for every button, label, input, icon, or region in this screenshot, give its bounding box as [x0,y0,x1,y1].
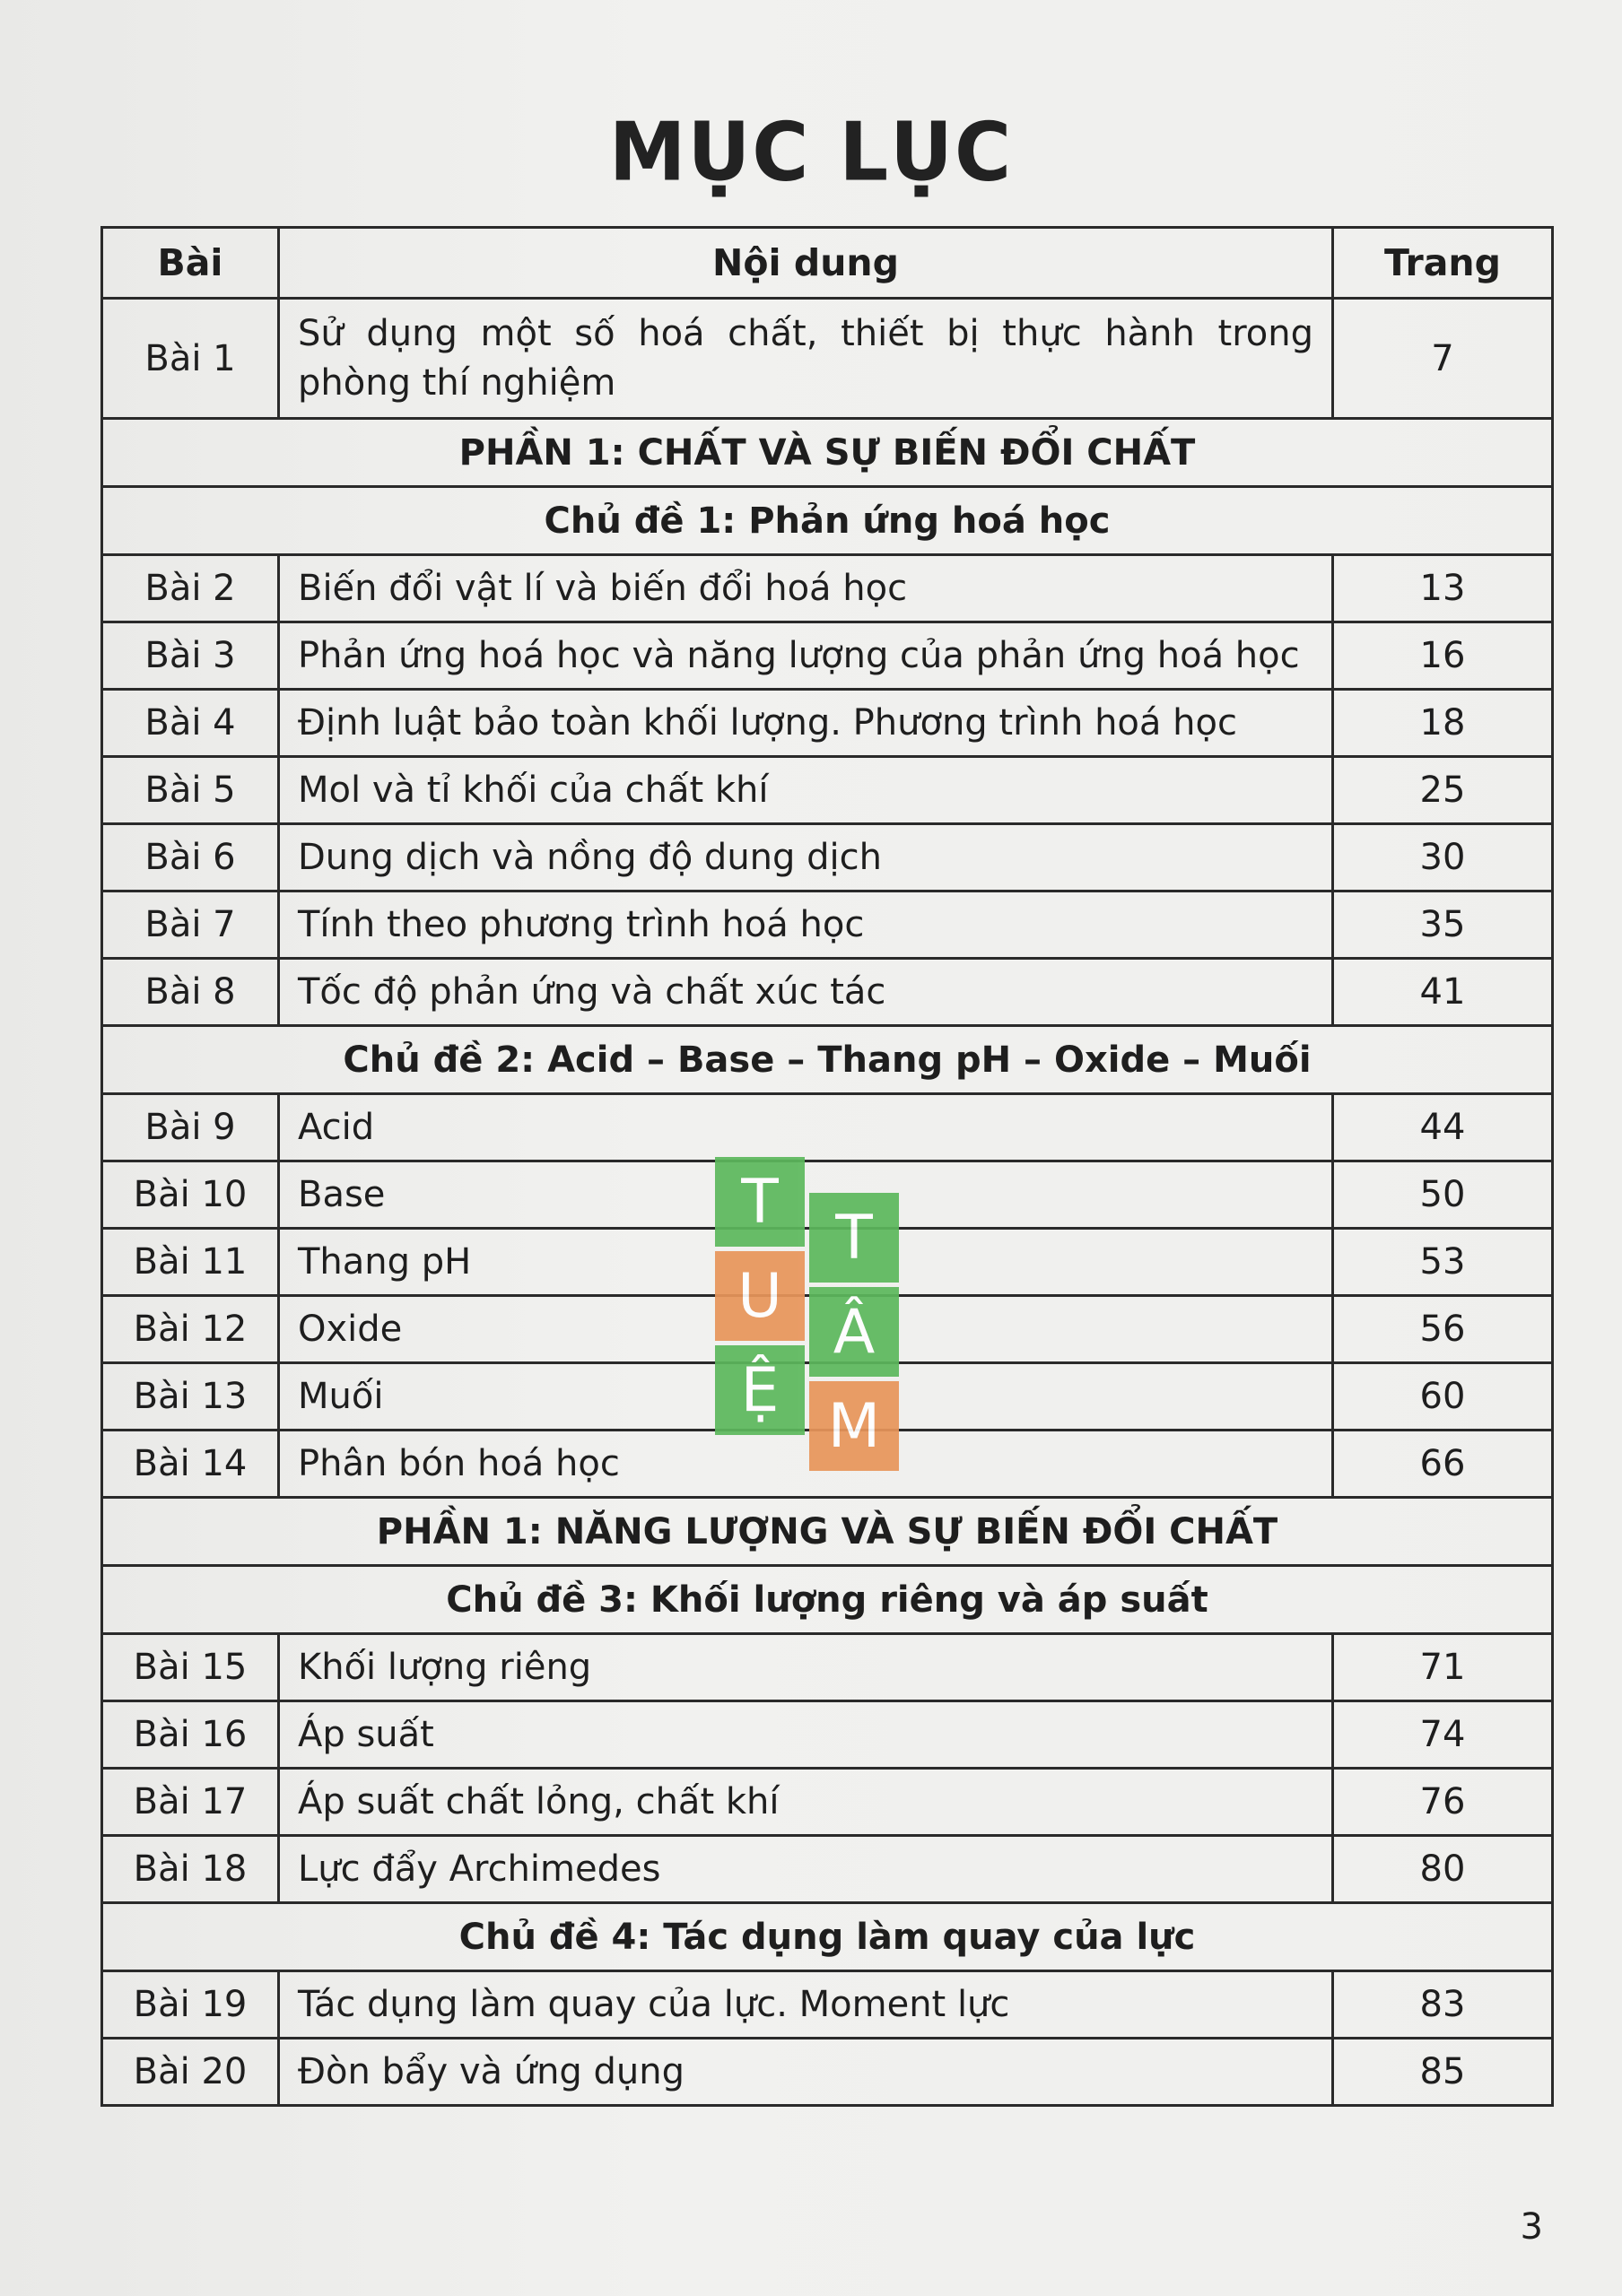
lesson-page: 71 [1333,1634,1553,1701]
lesson-number: Bài 6 [102,824,279,891]
lesson-title: Áp suất [279,1701,1333,1769]
header-lesson: Bài [102,228,279,299]
part-heading: PHẦN 1: CHẤT VÀ SỰ BIẾN ĐỔI CHẤT [102,419,1553,487]
watermark-letter: Â [809,1287,899,1377]
lesson-page: 76 [1333,1769,1553,1836]
lesson-page: 35 [1333,891,1553,959]
lesson-title: Phân bón hoá học [279,1431,1333,1498]
lesson-page: 60 [1333,1363,1553,1431]
lesson-page: 13 [1333,555,1553,622]
topic-heading: Chủ đề 2: Acid – Base – Thang pH – Oxide – Muối [102,1026,1553,1094]
table-row [102,2039,1553,2106]
lesson-number: Bài 9 [102,1094,279,1161]
lesson-title: Định luật bảo toàn khối lượng. Phương trình hoá học [279,690,1333,757]
table-row [102,1701,1553,1769]
lesson-page: 16 [1333,622,1553,690]
lesson-title: Phản ứng hoá học và năng lượng của phản ứng hoá học [279,622,1333,690]
table-row [102,1094,1553,1161]
lesson-title: Biến đổi vật lí và biến đổi hoá học [279,555,1333,622]
lesson-number: Bài 13 [102,1363,279,1431]
topic-heading: Chủ đề 4: Tác dụng làm quay của lực [102,1903,1553,1971]
lesson-number: Bài 16 [102,1701,279,1769]
lesson-title: Mol và tỉ khối của chất khí [279,757,1333,824]
header-page: Trang [1333,228,1553,299]
lesson-number: Bài 7 [102,891,279,959]
lesson-number: Bài 5 [102,757,279,824]
lesson-title: Base [279,1161,1333,1229]
watermark-logo [715,1157,903,1462]
lesson-number: Bài 19 [102,1971,279,2039]
lesson-page: 18 [1333,690,1553,757]
lesson-page: 74 [1333,1701,1553,1769]
part-heading: PHẦN 1: NĂNG LƯỢNG VÀ SỰ BIẾN ĐỔI CHẤT [102,1498,1553,1566]
table-row [102,1836,1553,1903]
lesson-page: 66 [1333,1431,1553,1498]
lesson-title: Đòn bẩy và ứng dụng [279,2039,1333,2106]
lesson-number: Bài 8 [102,959,279,1026]
table-row [102,690,1553,757]
lesson-page: 30 [1333,824,1553,891]
lesson-title: Oxide [279,1296,1333,1363]
lesson-title: Tốc độ phản ứng và chất xúc tác [279,959,1333,1026]
lesson-title: Tính theo phương trình hoá học [279,891,1333,959]
lesson-title: Thang pH [279,1229,1333,1296]
lesson-title: Khối lượng riêng [279,1634,1333,1701]
part-heading-row [102,419,1553,487]
table-row [102,891,1553,959]
watermark-letter: U [715,1251,805,1341]
watermark-letter: T [809,1193,899,1283]
lesson-title: Acid [279,1094,1333,1161]
page-number: 3 [1520,2206,1543,2248]
topic-heading-row [102,1026,1553,1094]
lesson-title: Lực đẩy Archimedes [279,1836,1333,1903]
table-row [102,555,1553,622]
lesson-number: Bài 11 [102,1229,279,1296]
lesson-page: 56 [1333,1296,1553,1363]
table-row [102,824,1553,891]
lesson-number: Bài 4 [102,690,279,757]
lesson-number: Bài 15 [102,1634,279,1701]
table-row [102,622,1553,690]
lesson-number: Bài 10 [102,1161,279,1229]
lesson-title: Sử dụng một số hoá chất, thiết bị thực hành trong phòng thí nghiệm [279,299,1333,419]
topic-heading: Chủ đề 1: Phản ứng hoá học [102,487,1553,555]
lesson-page: 25 [1333,757,1553,824]
lesson-page: 7 [1333,299,1553,419]
part-heading-row [102,1498,1553,1566]
page-title: MỤC LỤC [608,105,1014,200]
lesson-number: Bài 20 [102,2039,279,2106]
lesson-page: 83 [1333,1971,1553,2039]
topic-heading-row [102,1903,1553,1971]
lesson-title: Muối [279,1363,1333,1431]
table-row [102,1634,1553,1701]
lesson-number: Bài 17 [102,1769,279,1836]
header-content: Nội dung [279,228,1333,299]
topic-heading: Chủ đề 3: Khối lượng riêng và áp suất [102,1566,1553,1634]
watermark-letter: M [809,1381,899,1471]
lesson-page: 85 [1333,2039,1553,2106]
lesson-page: 44 [1333,1094,1553,1161]
lesson-page: 41 [1333,959,1553,1026]
table-row [102,1971,1553,2039]
topic-heading-row [102,1566,1553,1634]
table-row [102,959,1553,1026]
lesson-number: Bài 2 [102,555,279,622]
lesson-title: Áp suất chất lỏng, chất khí [279,1769,1333,1836]
topic-heading-row [102,487,1553,555]
table-row [102,1769,1553,1836]
watermark-letter: Ệ [715,1345,805,1435]
lesson-page: 50 [1333,1161,1553,1229]
table-row [102,757,1553,824]
lesson-number: Bài 18 [102,1836,279,1903]
lesson-page: 80 [1333,1836,1553,1903]
watermark-letter: T [715,1157,805,1247]
lesson-number: Bài 14 [102,1431,279,1498]
lesson-page: 53 [1333,1229,1553,1296]
lesson-number: Bài 1 [102,299,279,419]
table-row [102,299,1553,419]
lesson-number: Bài 3 [102,622,279,690]
lesson-title: Tác dụng làm quay của lực. Moment lực [279,1971,1333,2039]
lesson-title: Dung dịch và nồng độ dung dịch [279,824,1333,891]
table-header [102,228,1553,299]
lesson-number: Bài 12 [102,1296,279,1363]
